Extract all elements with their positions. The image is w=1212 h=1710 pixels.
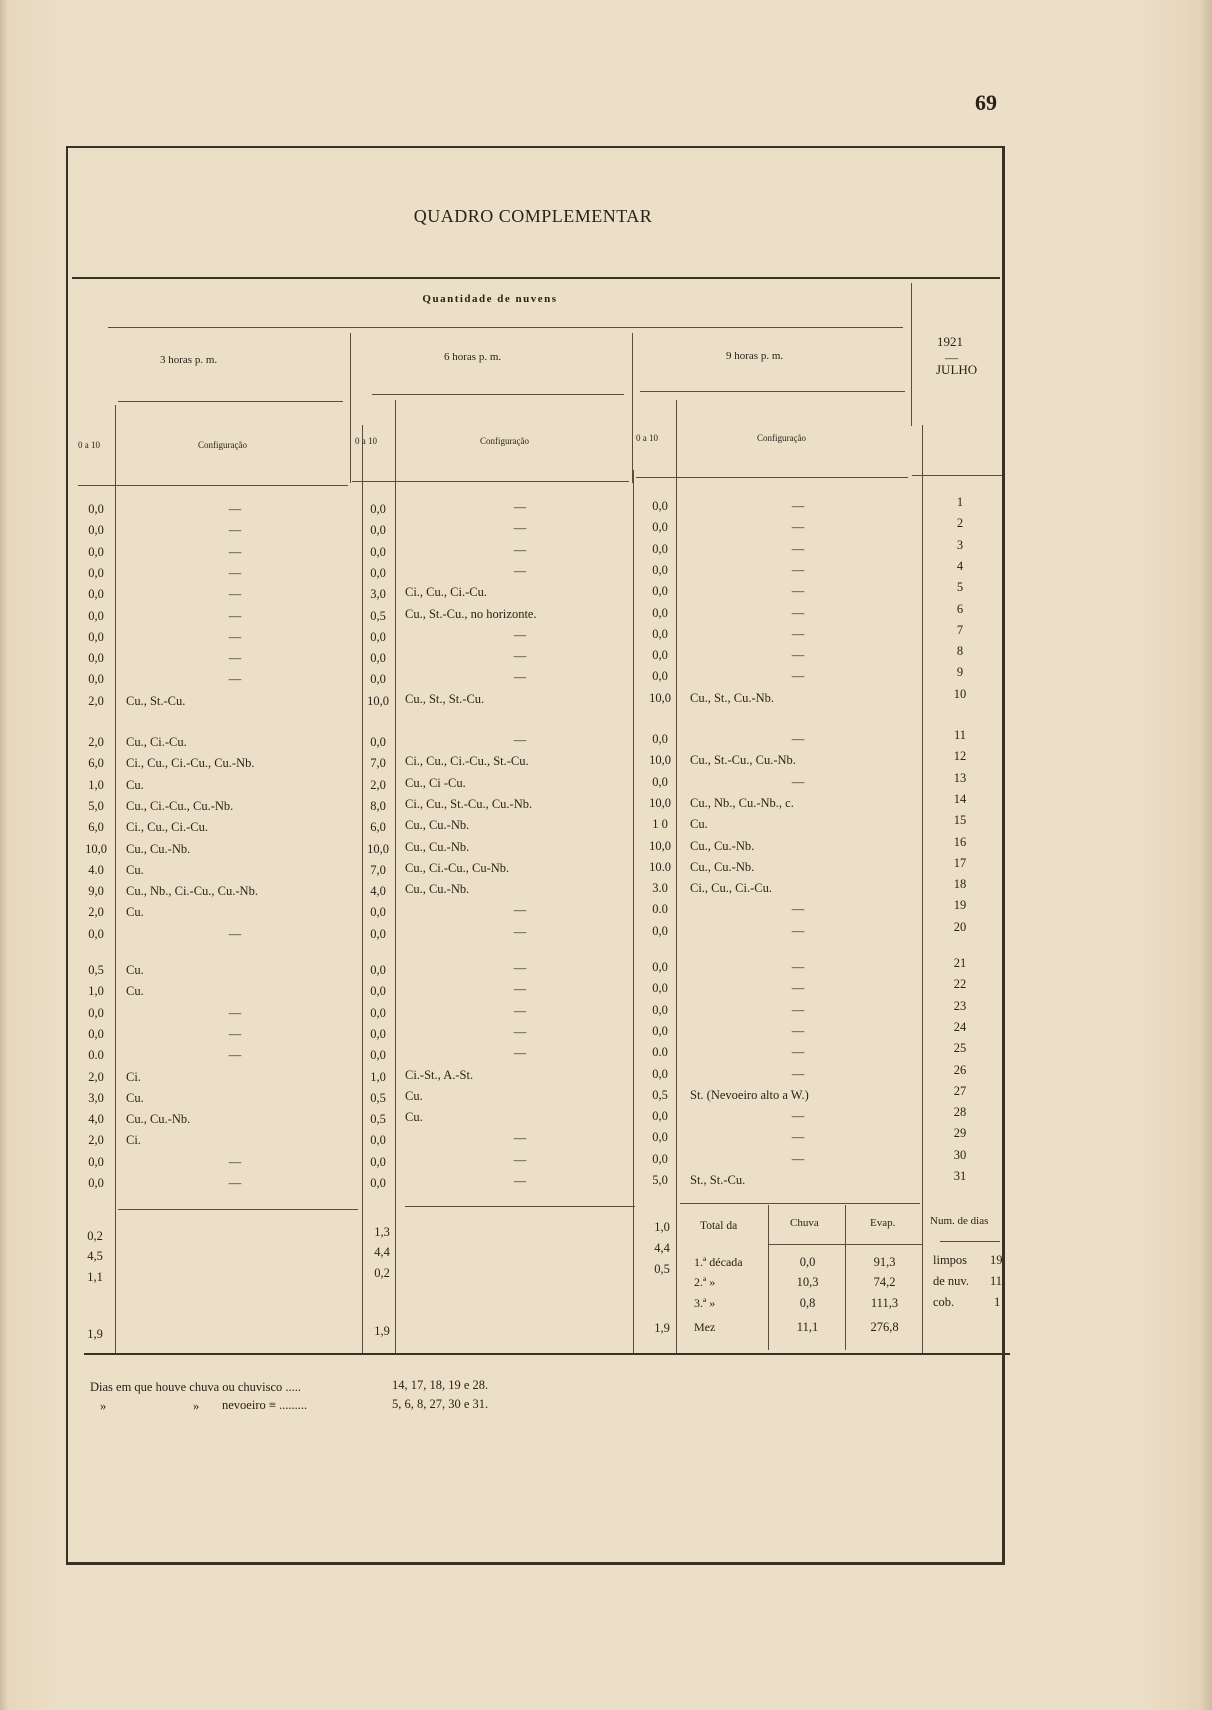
num-dias-cob-value: 1 — [994, 1295, 1001, 1309]
day-number: 17 — [953, 856, 967, 870]
num-dias-limpos-value: 19 — [990, 1253, 1003, 1267]
avg-a-1: 0,2 — [87, 1229, 103, 1243]
cloud-3h-value: 0,0 — [88, 502, 104, 516]
day-number: 18 — [953, 877, 967, 891]
totals-row-month-evap: 276,8 — [870, 1320, 899, 1334]
cloud-3h-config: — — [228, 609, 242, 623]
day-number: 1 — [956, 495, 964, 509]
cloud-6h-config: — — [513, 903, 527, 917]
cloud-6h-value: 0,5 — [370, 1091, 386, 1105]
day-number: 28 — [953, 1105, 967, 1119]
avg-a-month: 1,9 — [87, 1327, 103, 1341]
cloud-3h-config: Cu. — [126, 963, 144, 977]
avg-a-3: 1,1 — [87, 1270, 103, 1284]
cloud-6h-value: 7,0 — [370, 863, 386, 877]
cloud-3h-config: — — [228, 523, 242, 537]
config-3h: Configuração — [198, 440, 247, 450]
config-6h: Configuração — [480, 436, 529, 446]
cloud-9h-value: 0,0 — [652, 669, 668, 683]
day-number: 12 — [953, 749, 967, 763]
cloud-3h-value: 3,0 — [88, 1091, 104, 1105]
totals-header-chuva: Chuva — [790, 1217, 819, 1229]
cloud-6h-value: 6,0 — [370, 820, 386, 834]
cloud-6h-config: Cu., Ci -Cu. — [405, 776, 466, 790]
totals-row-month-chuva: 11,1 — [796, 1320, 819, 1334]
day-number: 25 — [953, 1041, 967, 1055]
cloud-3h-value: 1,0 — [88, 984, 104, 998]
time-3h: 3 horas p. m. — [160, 354, 218, 366]
cloud-3h-value: 0,0 — [88, 1027, 104, 1041]
cloud-6h-config: — — [513, 1131, 527, 1145]
cloud-9h-value: 0,0 — [652, 1130, 668, 1144]
day-number: 6 — [956, 602, 964, 616]
cloud-6h-config: — — [513, 543, 527, 557]
cloud-3h-config: — — [228, 927, 242, 941]
day-number: 24 — [953, 1020, 967, 1034]
cloud-6h-config: Cu. — [405, 1089, 423, 1103]
day-number: 23 — [953, 999, 967, 1013]
cloud-6h-value: 0,0 — [370, 630, 386, 644]
avg-b-2: 4,4 — [374, 1245, 390, 1259]
cloud-9h-value: 10,0 — [649, 796, 671, 810]
sum-rule-b — [405, 1206, 635, 1207]
cloud-3h-config: — — [228, 1176, 242, 1190]
cloud-3h-config: — — [228, 651, 242, 665]
cloud-3h-config: Cu., Cu.-Nb. — [126, 842, 191, 856]
cloud-3h-value: 0,0 — [88, 1155, 104, 1169]
cloud-9h-config: — — [791, 542, 805, 556]
cloud-9h-value: 10.0 — [649, 860, 671, 874]
cloud-3h-value: 0,0 — [88, 609, 104, 623]
brace-3h — [118, 401, 343, 402]
brace-6h — [372, 394, 624, 395]
num-dias-limpos-label: limpos — [933, 1253, 968, 1267]
cloud-9h-value: 0,0 — [652, 520, 668, 534]
cloud-3h-value: 0,0 — [88, 651, 104, 665]
cloud-3h-value: 0.0 — [88, 1048, 104, 1062]
col-line-c2 — [676, 400, 677, 1355]
avg-b-3: 0,2 — [374, 1266, 390, 1280]
day-number: 21 — [953, 956, 967, 970]
group-brace — [108, 327, 903, 328]
col-line-b2 — [395, 400, 396, 1355]
cloud-3h-value: 5,0 — [88, 799, 104, 813]
cloud-3h-config: — — [228, 587, 242, 601]
cloud-3h-config: Cu. — [126, 863, 144, 877]
day-number: 13 — [953, 771, 967, 785]
cloud-6h-config: — — [513, 1153, 527, 1167]
cloud-6h-value: 0,0 — [370, 502, 386, 516]
group-header: Quantidade de nuvens — [422, 293, 558, 305]
cloud-3h-value: 0,0 — [88, 1176, 104, 1190]
cloud-6h-config: — — [513, 1004, 527, 1018]
cloud-6h-value: 1,0 — [370, 1070, 386, 1084]
cloud-6h-config: — — [513, 649, 527, 663]
cloud-3h-value: 0,0 — [88, 630, 104, 644]
cloud-3h-config: Ci., Cu., Ci.-Cu. — [126, 820, 208, 834]
cloud-9h-config: St. (Nevoeiro alto a W.) — [690, 1088, 809, 1102]
cloud-3h-config: Cu. — [126, 984, 144, 998]
cloud-9h-value: 0,0 — [652, 499, 668, 513]
cloud-6h-config: — — [513, 1174, 527, 1188]
header-rule-6h — [352, 481, 629, 482]
totals-row-3-chuva: 0,8 — [799, 1296, 816, 1310]
totals-row-3-label: 3.ª » — [694, 1296, 716, 1310]
cloud-9h-config: — — [791, 981, 805, 995]
page-number: 69 — [975, 90, 997, 115]
cloud-3h-config: Cu., St.-Cu. — [126, 694, 186, 708]
cloud-3h-value: 6,0 — [88, 756, 104, 770]
day-number: 10 — [953, 687, 967, 701]
cloud-9h-config: — — [791, 499, 805, 513]
col-line-a — [115, 405, 116, 1355]
cloud-3h-config: — — [228, 672, 242, 686]
page-title: QUADRO COMPLEMENTAR — [413, 206, 653, 226]
cloud-9h-value: 0,0 — [652, 775, 668, 789]
cloud-9h-value: 0,0 — [652, 1067, 668, 1081]
day-number: 20 — [953, 920, 967, 934]
cloud-9h-value: 0.0 — [652, 1045, 668, 1059]
cloud-6h-value: 0,0 — [370, 905, 386, 919]
num-dias-cob-label: cob. — [933, 1295, 955, 1309]
cloud-9h-value: 0.0 — [652, 902, 668, 916]
cloud-6h-value: 0,0 — [370, 672, 386, 686]
cloud-3h-config: — — [228, 502, 242, 516]
title-separator — [72, 277, 1000, 279]
cloud-9h-value: 0,0 — [652, 542, 668, 556]
cloud-6h-config: Cu. — [405, 1110, 423, 1124]
table-bottom-rule — [84, 1353, 1010, 1355]
cloud-9h-value: 0,0 — [652, 732, 668, 746]
cloud-9h-config: — — [791, 1045, 805, 1059]
cloud-6h-value: 0,0 — [370, 927, 386, 941]
scale-3h: 0 a 10 — [78, 440, 100, 450]
cloud-6h-config: Cu., St.-Cu., no horizonte. — [405, 607, 537, 621]
day-number: 5 — [956, 580, 964, 594]
footer-fog-value: 5, 6, 8, 27, 30 e 31. — [392, 1397, 489, 1411]
cloud-9h-value: 0,0 — [652, 1024, 668, 1038]
cloud-3h-value: 2,0 — [88, 1133, 104, 1147]
cloud-6h-value: 0,5 — [370, 1112, 386, 1126]
cloud-9h-config: — — [791, 584, 805, 598]
cloud-9h-config: — — [791, 606, 805, 620]
col-line-c1 — [633, 470, 634, 1355]
scale-6h: 0 a 10 — [355, 436, 377, 446]
cloud-9h-config: — — [791, 1130, 805, 1144]
cloud-9h-value: 0,0 — [652, 1109, 668, 1123]
cloud-6h-config: Ci., Cu., Ci.-Cu., St.-Cu. — [405, 754, 529, 768]
avg-c-1: 1,0 — [654, 1220, 670, 1234]
month-label: JULHO — [936, 362, 978, 377]
cloud-9h-config: — — [791, 902, 805, 916]
cloud-3h-config: Cu. — [126, 905, 144, 919]
cloud-9h-value: 10,0 — [649, 691, 671, 705]
cloud-9h-config: — — [791, 1109, 805, 1123]
cloud-6h-value: 0,0 — [370, 1133, 386, 1147]
header-rule-3h — [78, 485, 348, 486]
cloud-3h-value: 0,0 — [88, 545, 104, 559]
cloud-3h-value: 0,0 — [88, 1006, 104, 1020]
avg-c-2: 4,4 — [654, 1241, 670, 1255]
cloud-6h-config: — — [513, 564, 527, 578]
cloud-9h-config: — — [791, 1024, 805, 1038]
totals-row-3-evap: 111,3 — [870, 1296, 899, 1310]
footer-fog-ditto-2: » — [193, 1399, 200, 1413]
cloud-3h-config: — — [228, 545, 242, 559]
day-number: 19 — [953, 898, 967, 912]
sum-rule-a — [118, 1209, 358, 1210]
cloud-9h-config: — — [791, 960, 805, 974]
totals-header-label: Total da — [700, 1220, 738, 1232]
day-number: 16 — [953, 835, 967, 849]
day-number: 4 — [956, 559, 964, 573]
cloud-6h-value: 0,0 — [370, 566, 386, 580]
day-number: 2 — [956, 516, 964, 530]
cloud-9h-value: 10,0 — [649, 839, 671, 853]
cloud-3h-config: Cu., Ci.-Cu. — [126, 735, 187, 749]
num-dias-nuv-value: 11 — [990, 1274, 1003, 1288]
cloud-9h-value: 0,0 — [652, 1003, 668, 1017]
cloud-3h-config: — — [228, 1048, 242, 1062]
cloud-6h-config: Cu., Cu.-Nb. — [405, 818, 470, 832]
cloud-3h-value: 2,0 — [88, 905, 104, 919]
avg-c-3: 0,5 — [654, 1262, 670, 1276]
cloud-9h-config: Cu., Nb., Cu.-Nb., c. — [690, 796, 794, 810]
day-number: 11 — [953, 728, 967, 742]
totals-row-month-label: Mez — [694, 1320, 716, 1334]
cloud-6h-config: Ci., Cu., St.-Cu., Cu.-Nb. — [405, 797, 533, 811]
cloud-9h-config: St., St.-Cu. — [690, 1173, 746, 1187]
cloud-9h-config: Cu., St., Cu.-Nb. — [690, 691, 775, 705]
cloud-3h-config: Cu. — [126, 1091, 144, 1105]
footer-fog-label: nevoeiro ≡ ......... — [222, 1398, 308, 1412]
cloud-6h-value: 0,0 — [370, 984, 386, 998]
num-dias-rule — [940, 1241, 1000, 1242]
cloud-3h-config: Cu. — [126, 778, 144, 792]
totals-row-1-label: 1.ª década — [694, 1255, 743, 1269]
cloud-6h-config: — — [513, 1025, 527, 1039]
cloud-6h-config: Ci.-St., A.-St. — [405, 1068, 474, 1082]
footer-rain-value: 14, 17, 18, 19 e 28. — [392, 1378, 489, 1392]
cloud-3h-config: Ci., Cu., Ci.-Cu., Cu.-Nb. — [126, 756, 255, 770]
cloud-6h-value: 2,0 — [370, 778, 386, 792]
cloud-3h-value: 2,0 — [88, 735, 104, 749]
cloud-3h-value: 4.0 — [88, 863, 104, 877]
divider-3h-6h — [350, 333, 351, 483]
cloud-9h-value: 5,0 — [652, 1173, 668, 1187]
cloud-3h-value: 9,0 — [88, 884, 104, 898]
cloud-6h-value: 0,0 — [370, 651, 386, 665]
totals-col-line-3 — [922, 1205, 923, 1350]
cloud-9h-config: — — [791, 1067, 805, 1081]
cloud-3h-value: 4,0 — [88, 1112, 104, 1126]
cloud-9h-value: 0,5 — [652, 1088, 668, 1102]
cloud-6h-value: 0,0 — [370, 1048, 386, 1062]
cloud-3h-value: 0,0 — [88, 672, 104, 686]
totals-row-2-evap: 74,2 — [873, 1275, 896, 1289]
cloud-6h-config: — — [513, 961, 527, 975]
cloud-3h-config: — — [228, 630, 242, 644]
cloud-3h-value: 6,0 — [88, 820, 104, 834]
cloud-9h-config: — — [791, 627, 805, 641]
cloud-9h-value: 0,0 — [652, 648, 668, 662]
cloud-9h-value: 0,0 — [652, 1152, 668, 1166]
header-rule-date — [912, 475, 1002, 476]
scale-9h: 0 a 10 — [636, 433, 658, 443]
cloud-9h-config: — — [791, 520, 805, 534]
cloud-9h-value: 1 0 — [652, 817, 668, 831]
cloud-6h-value: 8,0 — [370, 799, 386, 813]
cloud-6h-value: 3,0 — [370, 587, 386, 601]
cloud-3h-value: 2,0 — [88, 1070, 104, 1084]
cloud-6h-value: 0,0 — [370, 1176, 386, 1190]
cloud-6h-config: — — [513, 1046, 527, 1060]
cloud-3h-config: Cu., Nb., Ci.-Cu., Cu.-Nb. — [126, 884, 258, 898]
day-number: 7 — [956, 623, 964, 637]
cloud-3h-value: 10,0 — [85, 842, 107, 856]
year-label: 1921 — [937, 334, 963, 349]
cloud-6h-config: Cu., Ci.-Cu., Cu-Nb. — [405, 861, 510, 875]
cloud-6h-config: Cu., St., St.-Cu. — [405, 692, 485, 706]
cloud-9h-value: 0,0 — [652, 981, 668, 995]
cloud-3h-value: 0,0 — [88, 927, 104, 941]
day-number: 14 — [953, 792, 967, 806]
cloud-9h-config: Ci., Cu., Ci.-Cu. — [690, 881, 772, 895]
cloud-6h-value: 0,0 — [370, 1027, 386, 1041]
day-number: 22 — [953, 977, 967, 991]
cloud-9h-value: 0,0 — [652, 924, 668, 938]
cloud-9h-config: Cu., Cu.-Nb. — [690, 860, 755, 874]
day-number: 30 — [953, 1148, 967, 1162]
divider-date — [911, 283, 912, 426]
cloud-6h-value: 0,0 — [370, 545, 386, 559]
config-9h: Configuração — [757, 433, 806, 443]
totals-row-1-evap: 91,3 — [873, 1255, 896, 1269]
num-dias-header: Num. de dias — [930, 1215, 989, 1227]
day-number: 27 — [953, 1084, 967, 1098]
cloud-9h-config: — — [791, 669, 805, 683]
cloud-9h-config: Cu. — [690, 817, 708, 831]
cloud-3h-config: Cu., Ci.-Cu., Cu.-Nb. — [126, 799, 234, 813]
cloud-3h-config: Ci. — [126, 1133, 141, 1147]
totals-col-line-2 — [845, 1205, 846, 1350]
divider-6h-9h — [632, 333, 633, 483]
cloud-6h-value: 0,0 — [370, 963, 386, 977]
cloud-3h-value: 0,5 — [88, 963, 104, 977]
totals-row-1-chuva: 0,0 — [799, 1255, 816, 1269]
cloud-3h-config: — — [228, 1155, 242, 1169]
cloud-3h-config: — — [228, 1027, 242, 1041]
cloud-9h-config: — — [791, 775, 805, 789]
avg-c-month: 1,9 — [654, 1321, 670, 1335]
avg-b-1: 1,3 — [374, 1225, 390, 1239]
footer-rain-label: Dias em que houve chuva ou chuvisco ..... — [90, 1380, 302, 1394]
cloud-6h-value: 7,0 — [370, 756, 386, 770]
totals-header-evap: Evap. — [870, 1217, 896, 1229]
cloud-6h-config: — — [513, 500, 527, 514]
cloud-3h-value: 0,0 — [88, 587, 104, 601]
cloud-9h-config: — — [791, 1152, 805, 1166]
cloud-9h-config: — — [791, 924, 805, 938]
cloud-9h-config: — — [791, 648, 805, 662]
day-number: 29 — [953, 1126, 967, 1140]
cloud-3h-value: 2,0 — [88, 694, 104, 708]
cloud-6h-value: 0,0 — [370, 735, 386, 749]
footer-fog-ditto-1: » — [100, 1399, 107, 1413]
cloud-3h-config: Cu., Cu.-Nb. — [126, 1112, 191, 1126]
cloud-6h-config: — — [513, 521, 527, 535]
cloud-6h-value: 0,5 — [370, 609, 386, 623]
cloud-9h-value: 10,0 — [649, 753, 671, 767]
avg-b-month: 1,9 — [374, 1324, 390, 1338]
cloud-6h-value: 10,0 — [367, 694, 389, 708]
cloud-9h-config: — — [791, 1003, 805, 1017]
cloud-3h-value: 0,0 — [88, 566, 104, 580]
cloud-3h-config: Ci. — [126, 1070, 141, 1084]
cloud-3h-config: — — [228, 1006, 242, 1020]
time-6h: 6 horas p. m. — [444, 351, 502, 363]
cloud-6h-config: Ci., Cu., Ci.-Cu. — [405, 585, 487, 599]
totals-row-2-label: 2.ª » — [694, 1275, 716, 1289]
cloud-6h-config: — — [513, 628, 527, 642]
cloud-9h-value: 0,0 — [652, 563, 668, 577]
totals-col-line-1 — [768, 1205, 769, 1350]
cloud-6h-value: 0,0 — [370, 523, 386, 537]
cloud-6h-config: Cu., Cu.-Nb. — [405, 882, 470, 896]
cloud-6h-config: — — [513, 982, 527, 996]
time-9h: 9 horas p. m. — [726, 350, 784, 362]
cloud-3h-value: 0,0 — [88, 523, 104, 537]
totals-row-2-chuva: 10,3 — [796, 1275, 819, 1289]
cloud-9h-config: — — [791, 732, 805, 746]
cloud-9h-value: 0,0 — [652, 960, 668, 974]
day-number: 8 — [956, 644, 964, 658]
cloud-6h-value: 0,0 — [370, 1155, 386, 1169]
cloud-9h-value: 3.0 — [652, 881, 668, 895]
day-number: 26 — [953, 1063, 967, 1077]
year-dash: — — [945, 350, 958, 365]
cloud-6h-value: 0,0 — [370, 1006, 386, 1020]
cloud-6h-config: — — [513, 670, 527, 684]
cloud-9h-config: Cu., Cu.-Nb. — [690, 839, 755, 853]
cloud-3h-value: 1,0 — [88, 778, 104, 792]
cloud-9h-value: 0,0 — [652, 627, 668, 641]
cloud-9h-value: 0,0 — [652, 584, 668, 598]
cloud-6h-config: — — [513, 925, 527, 939]
cloud-3h-config: — — [228, 566, 242, 580]
cloud-6h-value: 10,0 — [367, 842, 389, 856]
cloud-9h-config: Cu., St.-Cu., Cu.-Nb. — [690, 753, 796, 767]
day-number: 9 — [956, 665, 964, 679]
avg-a-2: 4,5 — [87, 1249, 103, 1263]
cloud-9h-value: 0,0 — [652, 606, 668, 620]
day-number: 3 — [956, 538, 964, 552]
sum-rule-c — [680, 1203, 920, 1204]
cloud-6h-config: — — [513, 733, 527, 747]
cloud-9h-config: — — [791, 563, 805, 577]
day-number: 31 — [953, 1169, 967, 1183]
day-number: 15 — [953, 813, 967, 827]
cloud-6h-config: Cu., Cu.-Nb. — [405, 840, 470, 854]
num-dias-nuv-label: de nuv. — [933, 1274, 969, 1288]
brace-9h — [640, 391, 905, 392]
cloud-6h-value: 4,0 — [370, 884, 386, 898]
